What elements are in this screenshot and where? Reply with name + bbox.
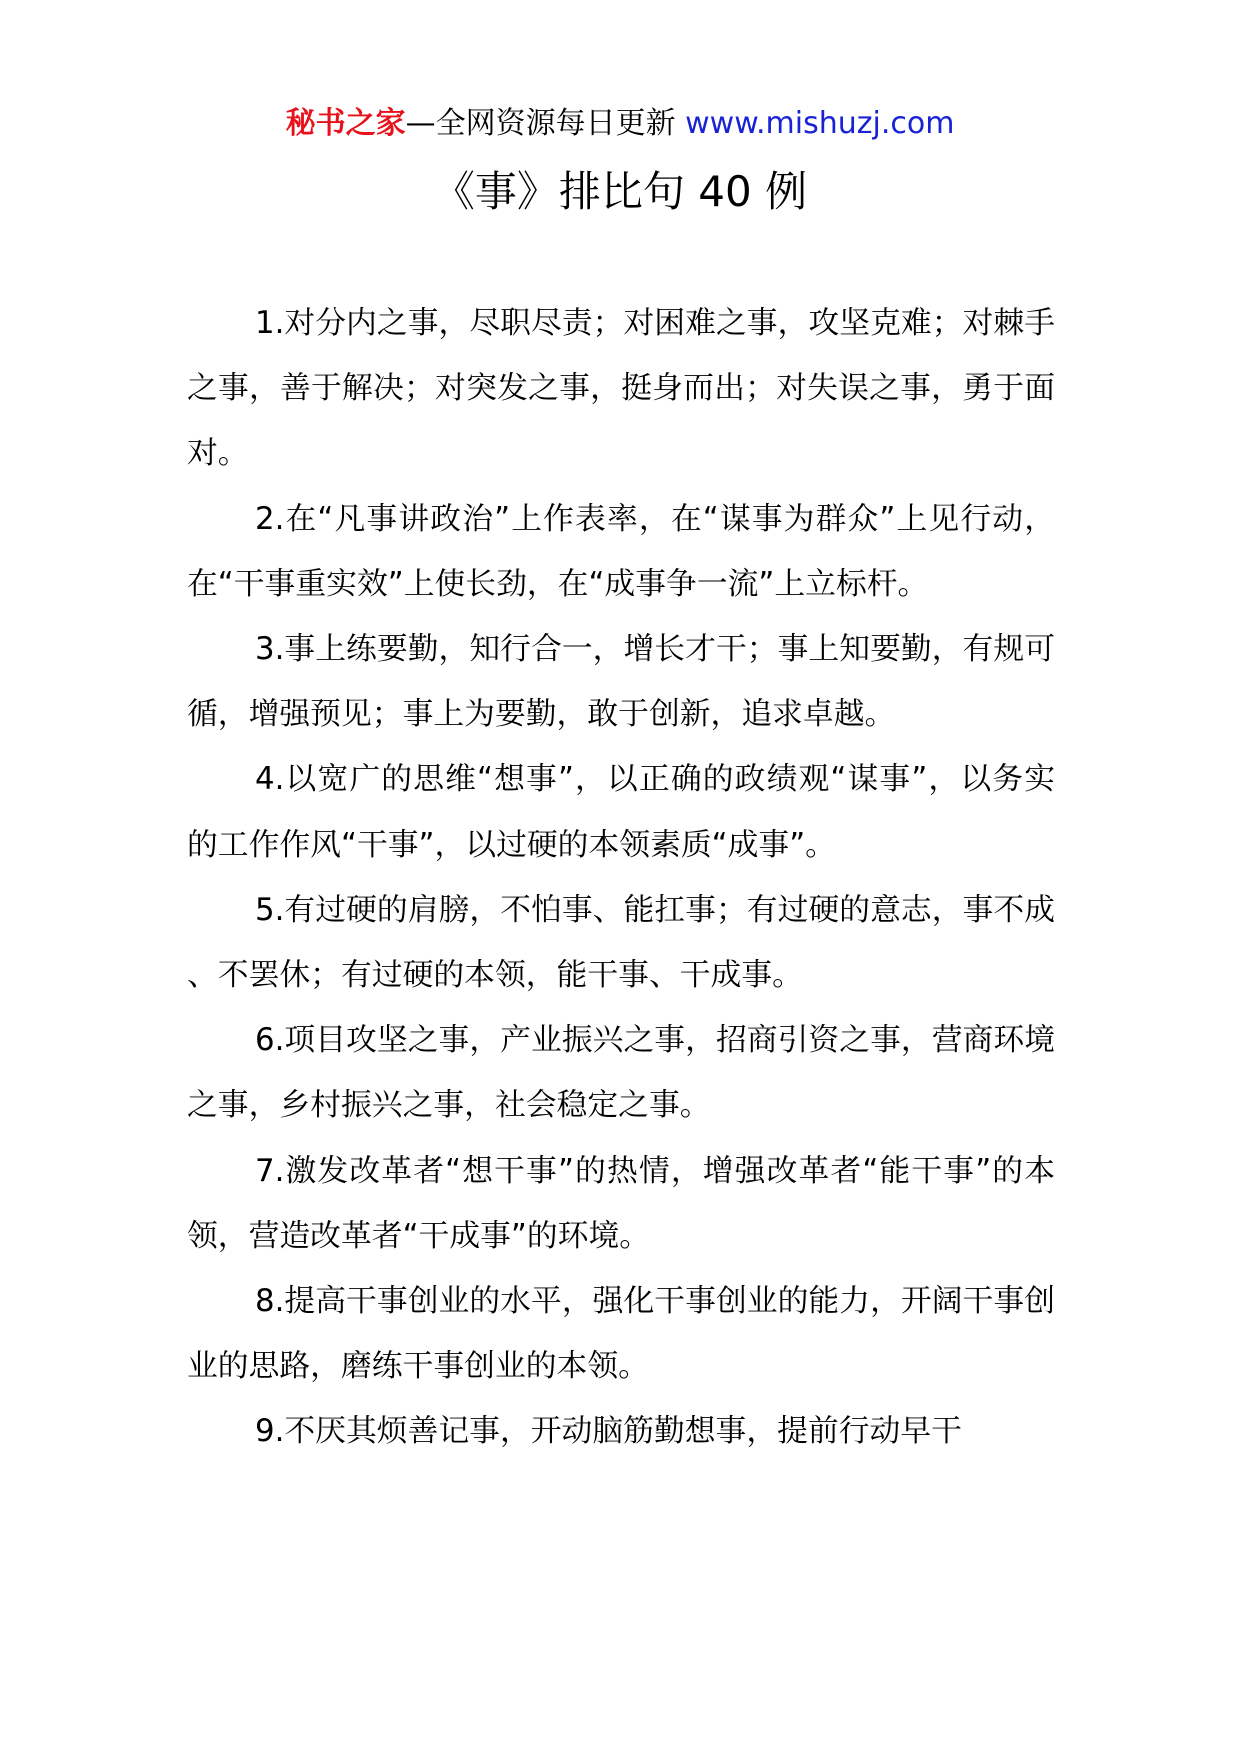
document-title: 《事》排比句 40 例 xyxy=(432,167,808,216)
list-item-7: 7.激发改革者“想干事”的热情，增强改革者“能干事”的本领，营造改革者“干成事”的环境。 xyxy=(187,1152,1055,1254)
header-slogan: —全网资源每日更新 xyxy=(405,106,676,141)
list-item-1: 1.对分内之事，尽职尽责；对困难之事，攻坚克难；对棘手之事，善于解决；对突发之事，挺身而出；对失误之事，勇于面对。 xyxy=(187,305,1055,472)
list-item-4: 4.以宽广的思维“想事”，以正确的政绩观“谋事”，以务实的工作作风“干事”，以过硬的本领素质“成事”。 xyxy=(187,761,1055,863)
list-item-6: 6.项目攻坚之事，产业振兴之事，招商引资之事，营商环境之事，乡村振兴之事，社会稳定之事。 xyxy=(187,1022,1055,1124)
list-item-5: 5.有过硬的肩膀，不怕事、能扛事；有过硬的意志，事不成、不罢休；有过硬的本领，能干事、干成事。 xyxy=(187,891,1055,994)
document-body xyxy=(187,291,1055,1465)
list-item-3: 3.事上练要勤，知行合一，增长才干；事上知要勤，有规可循，增强预见；事上为要勤，敢于创新，追求卓越。 xyxy=(187,631,1055,733)
site-header xyxy=(0,104,1240,144)
list-item-9: 9.不厌其烦善记事，开动脑筋勤想事，提前行动早干 xyxy=(255,1413,962,1450)
site-url-link[interactable]: www.mishuzj.com xyxy=(685,106,955,141)
list-item-8: 8.提高干事创业的水平，强化干事创业的能力，开阔干事创业的思路，磨练干事创业的本领。 xyxy=(187,1283,1055,1385)
brand-name: 秘书之家 xyxy=(285,106,406,141)
list-item-2: 2.在“凡事讲政治”上作表率，在“谋事为群众”上见行动，在“干事重实效”上使长劲，在“成事争一流”上立标杆。 xyxy=(187,500,1055,602)
